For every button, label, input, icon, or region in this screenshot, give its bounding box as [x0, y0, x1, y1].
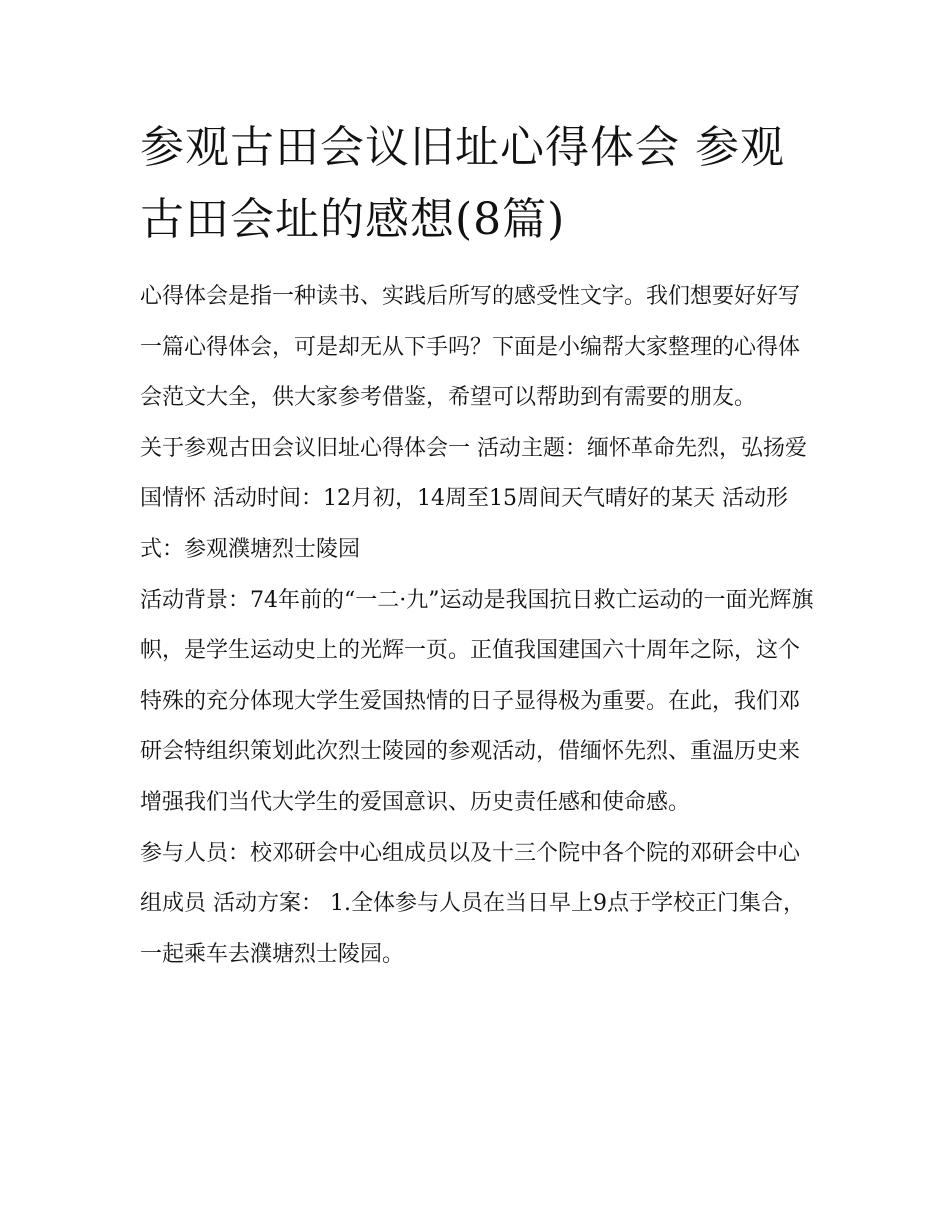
paragraph-activity-background: 活动背景：74年前的“一二·九”运动是我国抗日救亡运动的一面光辉旗帜，是学生运动史上的光辉一页。正值我国建国六十周年之际，这个特殊的充分体现大学生爱国热情的日子显得极为重要。在此，我们邓研会特组织策划此次烈士陵园的参观活动，借缅怀先烈、重温历史来增强我们当代大学生的爱国意识、历史责任感和使命感。	[140, 587, 814, 815]
document-body	[140, 112, 820, 980]
paragraph-activity-overview: 关于参观古田会议旧址心得体会一 活动主题：缅怀革命先烈，弘扬爱国情怀 活动时间：12月初，14周至15周间天气晴好的某天 活动形式：参观濮塘烈士陵园	[140, 435, 807, 562]
paragraph-intro: 心得体会是指一种读书、实践后所写的感受性文字。我们想要好好写一篇心得体会，可是却无从下手吗？下面是小编帮大家整理的心得体会范文大全，供大家参考借鉴，希望可以帮助到有需要的朋友。	[140, 284, 801, 411]
paragraph-participants-plan: 参与人员：校邓研会中心组成员以及十三个院中各个院的邓研会中心组成员 活动方案： 1.全体参与人员在当日早上9点于学校正门集合，一起乘车去濮塘烈士陵园。	[140, 840, 805, 967]
document-title: 参观古田会议旧址心得体会 参观古田会址的感想(8篇)	[140, 122, 785, 245]
